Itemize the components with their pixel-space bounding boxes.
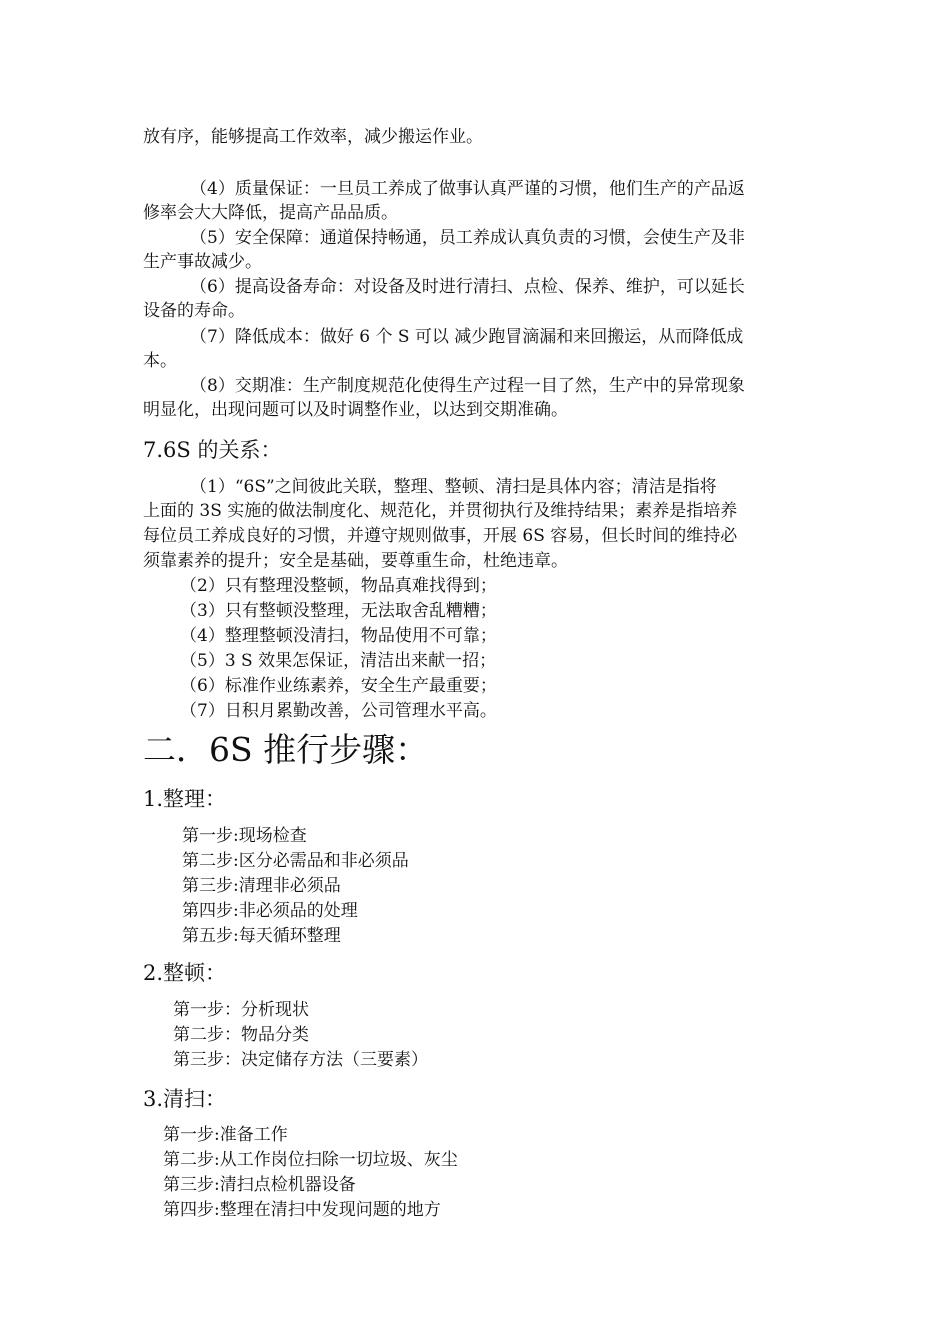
- s3-step: 第一步:准备工作: [163, 1125, 288, 1145]
- intro-item-6-line2: 设备的寿命。: [143, 301, 245, 321]
- s2-step: 第一步：分析现状: [173, 1000, 309, 1020]
- intro-item-5-line2: 生产事故减少。: [143, 252, 262, 272]
- s3-step: 第三步:清扫点检机器设备: [163, 1175, 356, 1195]
- s3-step: 第四步:整理在清扫中发现问题的地方: [163, 1200, 441, 1220]
- s1-step: 第三步:清理非必须品: [182, 876, 341, 896]
- s1-step: 第四步:非必须品的处理: [182, 901, 358, 921]
- s2-step: 第三步：决定储存方法（三要素）: [173, 1050, 428, 1070]
- intro-item-8-line2: 明显化，出现问题可以及时调整作业，以达到交期准确。: [143, 400, 568, 420]
- intro-continuation: 放有序，能够提高工作效率，减少搬运作业。: [143, 127, 483, 147]
- s1-step: 第五步:每天循环整理: [182, 926, 341, 946]
- intro-item-8-line1: （8）交期准：生产制度规范化使得生产过程一目了然，生产中的异常现象: [190, 376, 745, 396]
- s2-step: 第二步：物品分类: [173, 1025, 309, 1045]
- intro-item-4-line1: （4）质量保证：一旦员工养成了做事认真严谨的习惯，他们生产的产品返: [190, 179, 745, 199]
- relation-item: （3）只有整顿没整理，无法取舍乱糟糟；: [180, 601, 497, 621]
- relation-item: （6）标准作业练素养，安全生产最重要；: [180, 676, 497, 696]
- intro-item-7-line2: 本。: [143, 351, 177, 371]
- relation-item: （7）日积月累勤改善，公司管理水平高。: [180, 701, 497, 721]
- intro-item-5-line1: （5）安全保障：通道保持畅通，员工养成认真负责的习惯，会使生产及非: [190, 228, 745, 248]
- s2-heading: 2.整顿：: [143, 961, 227, 985]
- relation-para-line4: 须靠素养的提升；安全是基础，要尊重生命，杜绝违章。: [143, 551, 568, 571]
- relation-item: （2）只有整理没整顿，物品真难找得到；: [180, 576, 497, 596]
- s3-step: 第二步:从工作岗位扫除一切垃圾、灰尘: [163, 1150, 458, 1170]
- intro-item-4-line2: 修率会大大降低，提高产品品质。: [143, 203, 398, 223]
- s3-heading: 3.清扫：: [143, 1087, 227, 1111]
- relation-item: （5）3 S 效果怎保证，清洁出来献一招；: [180, 651, 497, 671]
- relation-para-line2: 上面的 3S 实施的做法制度化、规范化，并贯彻执行及维持结果；素养是指培养: [143, 501, 738, 521]
- relation-para-line1: （1）“6S”之间彼此关联，整理、整顿、清扫是具体内容；清洁是指将: [190, 477, 717, 497]
- s1-step: 第二步:区分必需品和非必须品: [182, 851, 409, 871]
- s1-heading: 1.整理：: [143, 787, 227, 811]
- relation-item: （4）整理整顿没清扫，物品使用不可靠；: [180, 626, 497, 646]
- relation-heading: 7.6S 的关系：: [143, 438, 282, 462]
- relation-para-line3: 每位员工养成良好的习惯，并遵守规则做事，开展 6S 容易，但长时间的维持必: [143, 526, 738, 546]
- section-2-heading: 二．6S 推行步骤：: [143, 730, 429, 769]
- intro-item-6-line1: （6）提高设备寿命：对设备及时进行清扫、点检、保养、维护，可以延长: [190, 277, 745, 297]
- intro-item-7-line1: （7）降低成本：做好 6 个 S 可以 减少跑冒滴漏和来回搬运，从而降低成: [190, 327, 744, 347]
- s1-step: 第一步:现场检查: [182, 826, 307, 846]
